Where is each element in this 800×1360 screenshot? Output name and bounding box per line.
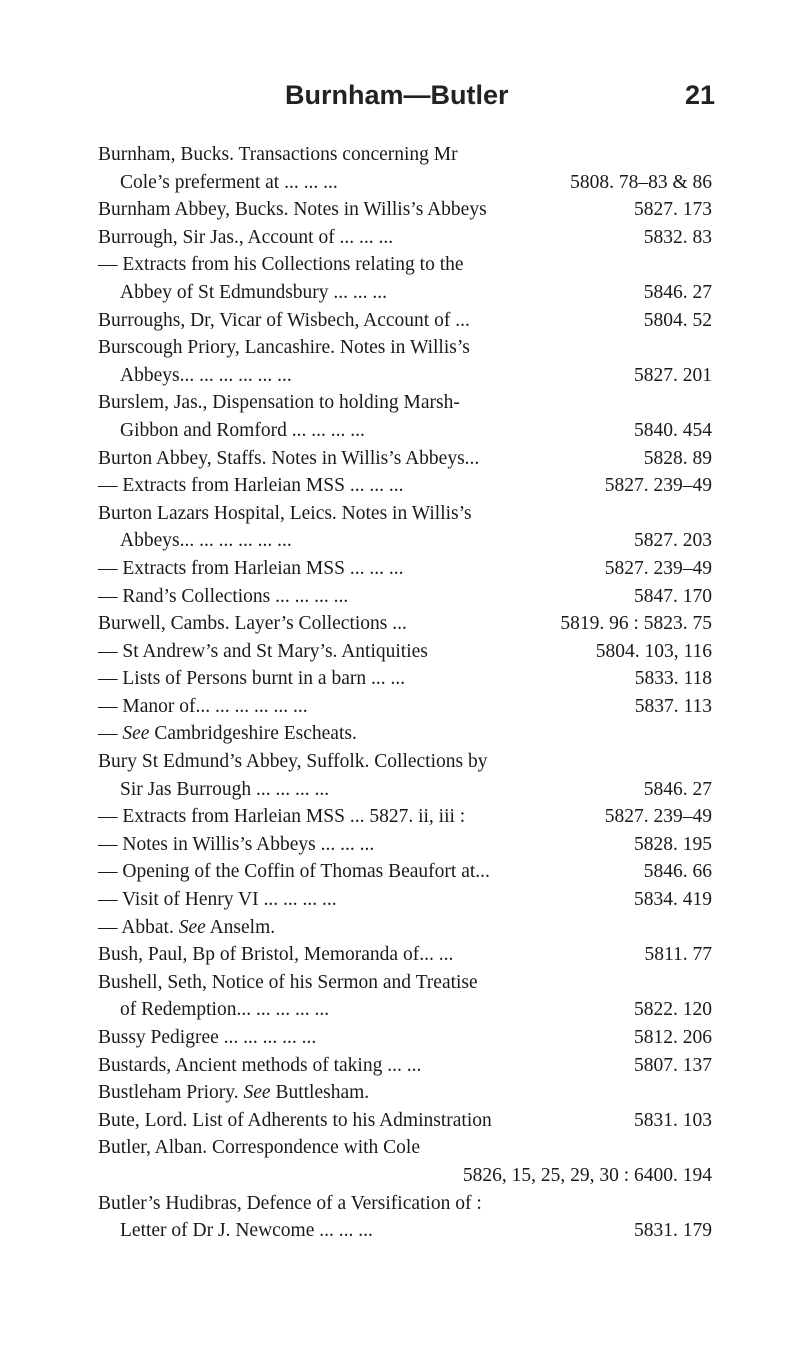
- index-entry-text: [98, 1079, 369, 1107]
- index-entry-text: Butler’s Hudibras, Defence of a Versification of :: [98, 1192, 482, 1214]
- index-line: [98, 693, 712, 721]
- index-line: [98, 914, 712, 942]
- entry-text-prefix: —: [98, 723, 123, 745]
- index-entries: [98, 141, 712, 1245]
- index-line: [98, 610, 712, 638]
- index-entry-text: Burton Lazars Hospital, Leics. Notes in Willis’s: [98, 502, 472, 524]
- index-entry-text: Burnham, Bucks. Transactions concerning Mr: [98, 144, 458, 165]
- index-entry-text: — Extracts from Harleian MSS ... ... ...: [98, 557, 404, 579]
- index-line: [98, 555, 712, 583]
- index-line: [98, 417, 712, 445]
- index-entry-text: Abbey of St Edmundsbury ... ... ...: [120, 281, 388, 303]
- manuscript-reference: 5847. 170: [634, 585, 712, 607]
- index-entry-text: Abbeys... ... ... ... ... ...: [120, 364, 292, 386]
- index-line: [98, 1217, 712, 1245]
- entry-text-suffix: Anselm.: [205, 916, 276, 938]
- entry-text-prefix: Bustleham Priory.: [98, 1082, 244, 1104]
- manuscript-reference: 5819. 96 : 5823. 75: [560, 613, 712, 635]
- index-entry-text: — Visit of Henry VI ... ... ... ...: [98, 889, 337, 911]
- index-entry-text: Sir Jas Burrough ... ... ... ...: [120, 778, 330, 800]
- manuscript-reference: 5831. 103: [634, 1109, 712, 1131]
- manuscript-reference: 5846. 27: [643, 281, 712, 303]
- manuscript-reference: 5804. 103, 116: [595, 640, 712, 662]
- manuscript-reference: 5837. 113: [634, 695, 712, 717]
- see-reference: See: [178, 916, 206, 938]
- manuscript-reference: 5831. 179: [634, 1220, 712, 1242]
- manuscript-reference: 5828. 89: [643, 447, 712, 469]
- index-entry-text: — Extracts from Harleian MSS ... 5827. ii, iii :: [98, 806, 466, 828]
- manuscript-reference: 5822. 120: [634, 999, 712, 1021]
- index-entry-text: Bushell, Seth, Notice of his Sermon and Treatise: [98, 971, 478, 993]
- index-entry-text: Butler, Alban. Correspondence with Cole: [98, 1137, 420, 1159]
- index-line: [98, 748, 712, 776]
- index-line: [98, 500, 712, 528]
- manuscript-reference: 5827. 203: [634, 530, 712, 552]
- index-line: [98, 527, 712, 555]
- manuscript-reference: 5827. 239–49: [604, 806, 712, 828]
- index-entry-text: Cole’s preferment at ... ... ...: [120, 171, 338, 193]
- index-line: [98, 1079, 712, 1107]
- index-entry-text: — Notes in Willis’s Abbeys ... ... ...: [98, 833, 375, 855]
- index-line: [98, 858, 712, 886]
- index-entry-text: Bussy Pedigree ... ... ... ... ...: [98, 1027, 317, 1048]
- manuscript-reference: 5826, 15, 25, 29, 30 : 6400. 194: [462, 1164, 712, 1186]
- entry-text-suffix: Buttlesham.: [270, 1082, 370, 1104]
- index-entry-text: Burnham Abbey, Bucks. Notes in Willis’s Abbeys: [98, 199, 487, 221]
- manuscript-reference: 5811. 77: [644, 944, 712, 966]
- index-entry-text: Bute, Lord. List of Adherents to his Adminstration: [98, 1109, 492, 1131]
- index-line: [98, 969, 712, 997]
- index-entry-text: Bush, Paul, Bp of Bristol, Memoranda of... ...: [98, 944, 454, 966]
- entry-text-prefix: — Abbat.: [98, 916, 179, 938]
- index-line: [98, 334, 712, 362]
- index-entry-text: — Lists of Persons burnt in a barn ... ...: [98, 668, 406, 690]
- manuscript-reference: 5846. 66: [643, 861, 712, 883]
- index-line: [98, 638, 712, 666]
- index-line: [98, 141, 712, 169]
- index-line: [98, 279, 712, 307]
- index-entry-text: Burwell, Cambs. Layer’s Collections ...: [98, 613, 407, 635]
- index-entry-text: Bury St Edmund’s Abbey, Suffolk. Collections by: [98, 751, 488, 773]
- index-line: [98, 941, 712, 969]
- index-line: [98, 886, 712, 914]
- index-entry-text: Burscough Priory, Lancashire. Notes in Willis’s: [98, 337, 470, 359]
- index-line: [98, 1024, 712, 1052]
- manuscript-reference: 5807. 137: [634, 1054, 712, 1076]
- index-entry-text: Bustards, Ancient methods of taking ... ...: [98, 1054, 422, 1076]
- index-entry-text: Burrough, Sir Jas., Account of ... ... ...: [98, 226, 394, 248]
- see-reference: See: [122, 723, 150, 745]
- index-line: [98, 583, 712, 611]
- index-line: [98, 720, 712, 748]
- manuscript-reference: 5808. 78–83 & 86: [570, 171, 712, 193]
- manuscript-reference: 5828. 195: [634, 833, 712, 855]
- index-entry-text: — St Andrew’s and St Mary’s. Antiquities: [98, 640, 428, 662]
- index-line: [98, 472, 712, 500]
- index-entry-text: Burroughs, Dr, Vicar of Wisbech, Account of ...: [98, 309, 470, 331]
- index-line: [98, 169, 712, 197]
- index-line: [98, 307, 712, 335]
- index-entry-text: of Redemption... ... ... ... ...: [120, 999, 330, 1021]
- index-line: [98, 803, 712, 831]
- index-line: [98, 196, 712, 224]
- index-line: [98, 831, 712, 859]
- manuscript-reference: 5833. 118: [634, 668, 712, 690]
- manuscript-reference: 5827. 239–49: [604, 475, 712, 497]
- index-entry-text: — Extracts from his Collections relating to the: [98, 254, 464, 276]
- index-entry-text: Burslem, Jas., Dispensation to holding Marsh-: [98, 392, 460, 414]
- see-reference: See: [243, 1082, 271, 1104]
- index-entry-text: — Opening of the Coffin of Thomas Beaufort at...: [98, 861, 490, 883]
- entry-text-suffix: Cambridgeshire Escheats.: [149, 723, 357, 745]
- index-entry-text: [98, 720, 357, 748]
- manuscript-reference: 5846. 27: [643, 778, 712, 800]
- manuscript-reference: 5834. 419: [634, 889, 712, 911]
- index-line: [98, 996, 712, 1024]
- index-line: [98, 445, 712, 473]
- index-entry-text: — Manor of... ... ... ... ... ...: [98, 695, 308, 717]
- index-entry-text: — Rand’s Collections ... ... ... ...: [98, 585, 349, 607]
- manuscript-reference: 5840. 454: [634, 419, 712, 441]
- index-line: [98, 389, 712, 417]
- index-line: [98, 1107, 712, 1135]
- index-line: [98, 1052, 712, 1080]
- page-number: 21: [684, 80, 715, 110]
- index-line: [98, 1190, 712, 1218]
- index-entry-text: — Extracts from Harleian MSS ... ... ...: [98, 475, 404, 497]
- index-entry-text: Gibbon and Romford ... ... ... ...: [120, 419, 365, 441]
- manuscript-reference: 5832. 83: [643, 226, 712, 248]
- index-line: [98, 665, 712, 693]
- manuscript-reference: 5827. 239–49: [604, 557, 712, 579]
- index-line: [98, 1162, 712, 1190]
- manuscript-reference: 5804. 52: [643, 309, 712, 331]
- index-line: [98, 1134, 712, 1162]
- index-line: [98, 776, 712, 804]
- index-line: [98, 224, 712, 252]
- index-entry-text: Letter of Dr J. Newcome ... ... ...: [120, 1220, 373, 1242]
- manuscript-reference: 5827. 201: [634, 364, 712, 386]
- index-line: [98, 251, 712, 279]
- manuscript-reference: 5827. 173: [634, 199, 712, 221]
- index-line: [98, 362, 712, 390]
- running-header: [285, 80, 715, 120]
- index-entry-text: Burton Abbey, Staffs. Notes in Willis’s Abbeys...: [98, 447, 480, 469]
- index-entry-text: Abbeys... ... ... ... ... ...: [120, 530, 292, 552]
- running-title: Burnham—Butler: [285, 80, 509, 110]
- manuscript-reference: 5812. 206: [634, 1027, 712, 1048]
- index-entry-text: [98, 914, 275, 942]
